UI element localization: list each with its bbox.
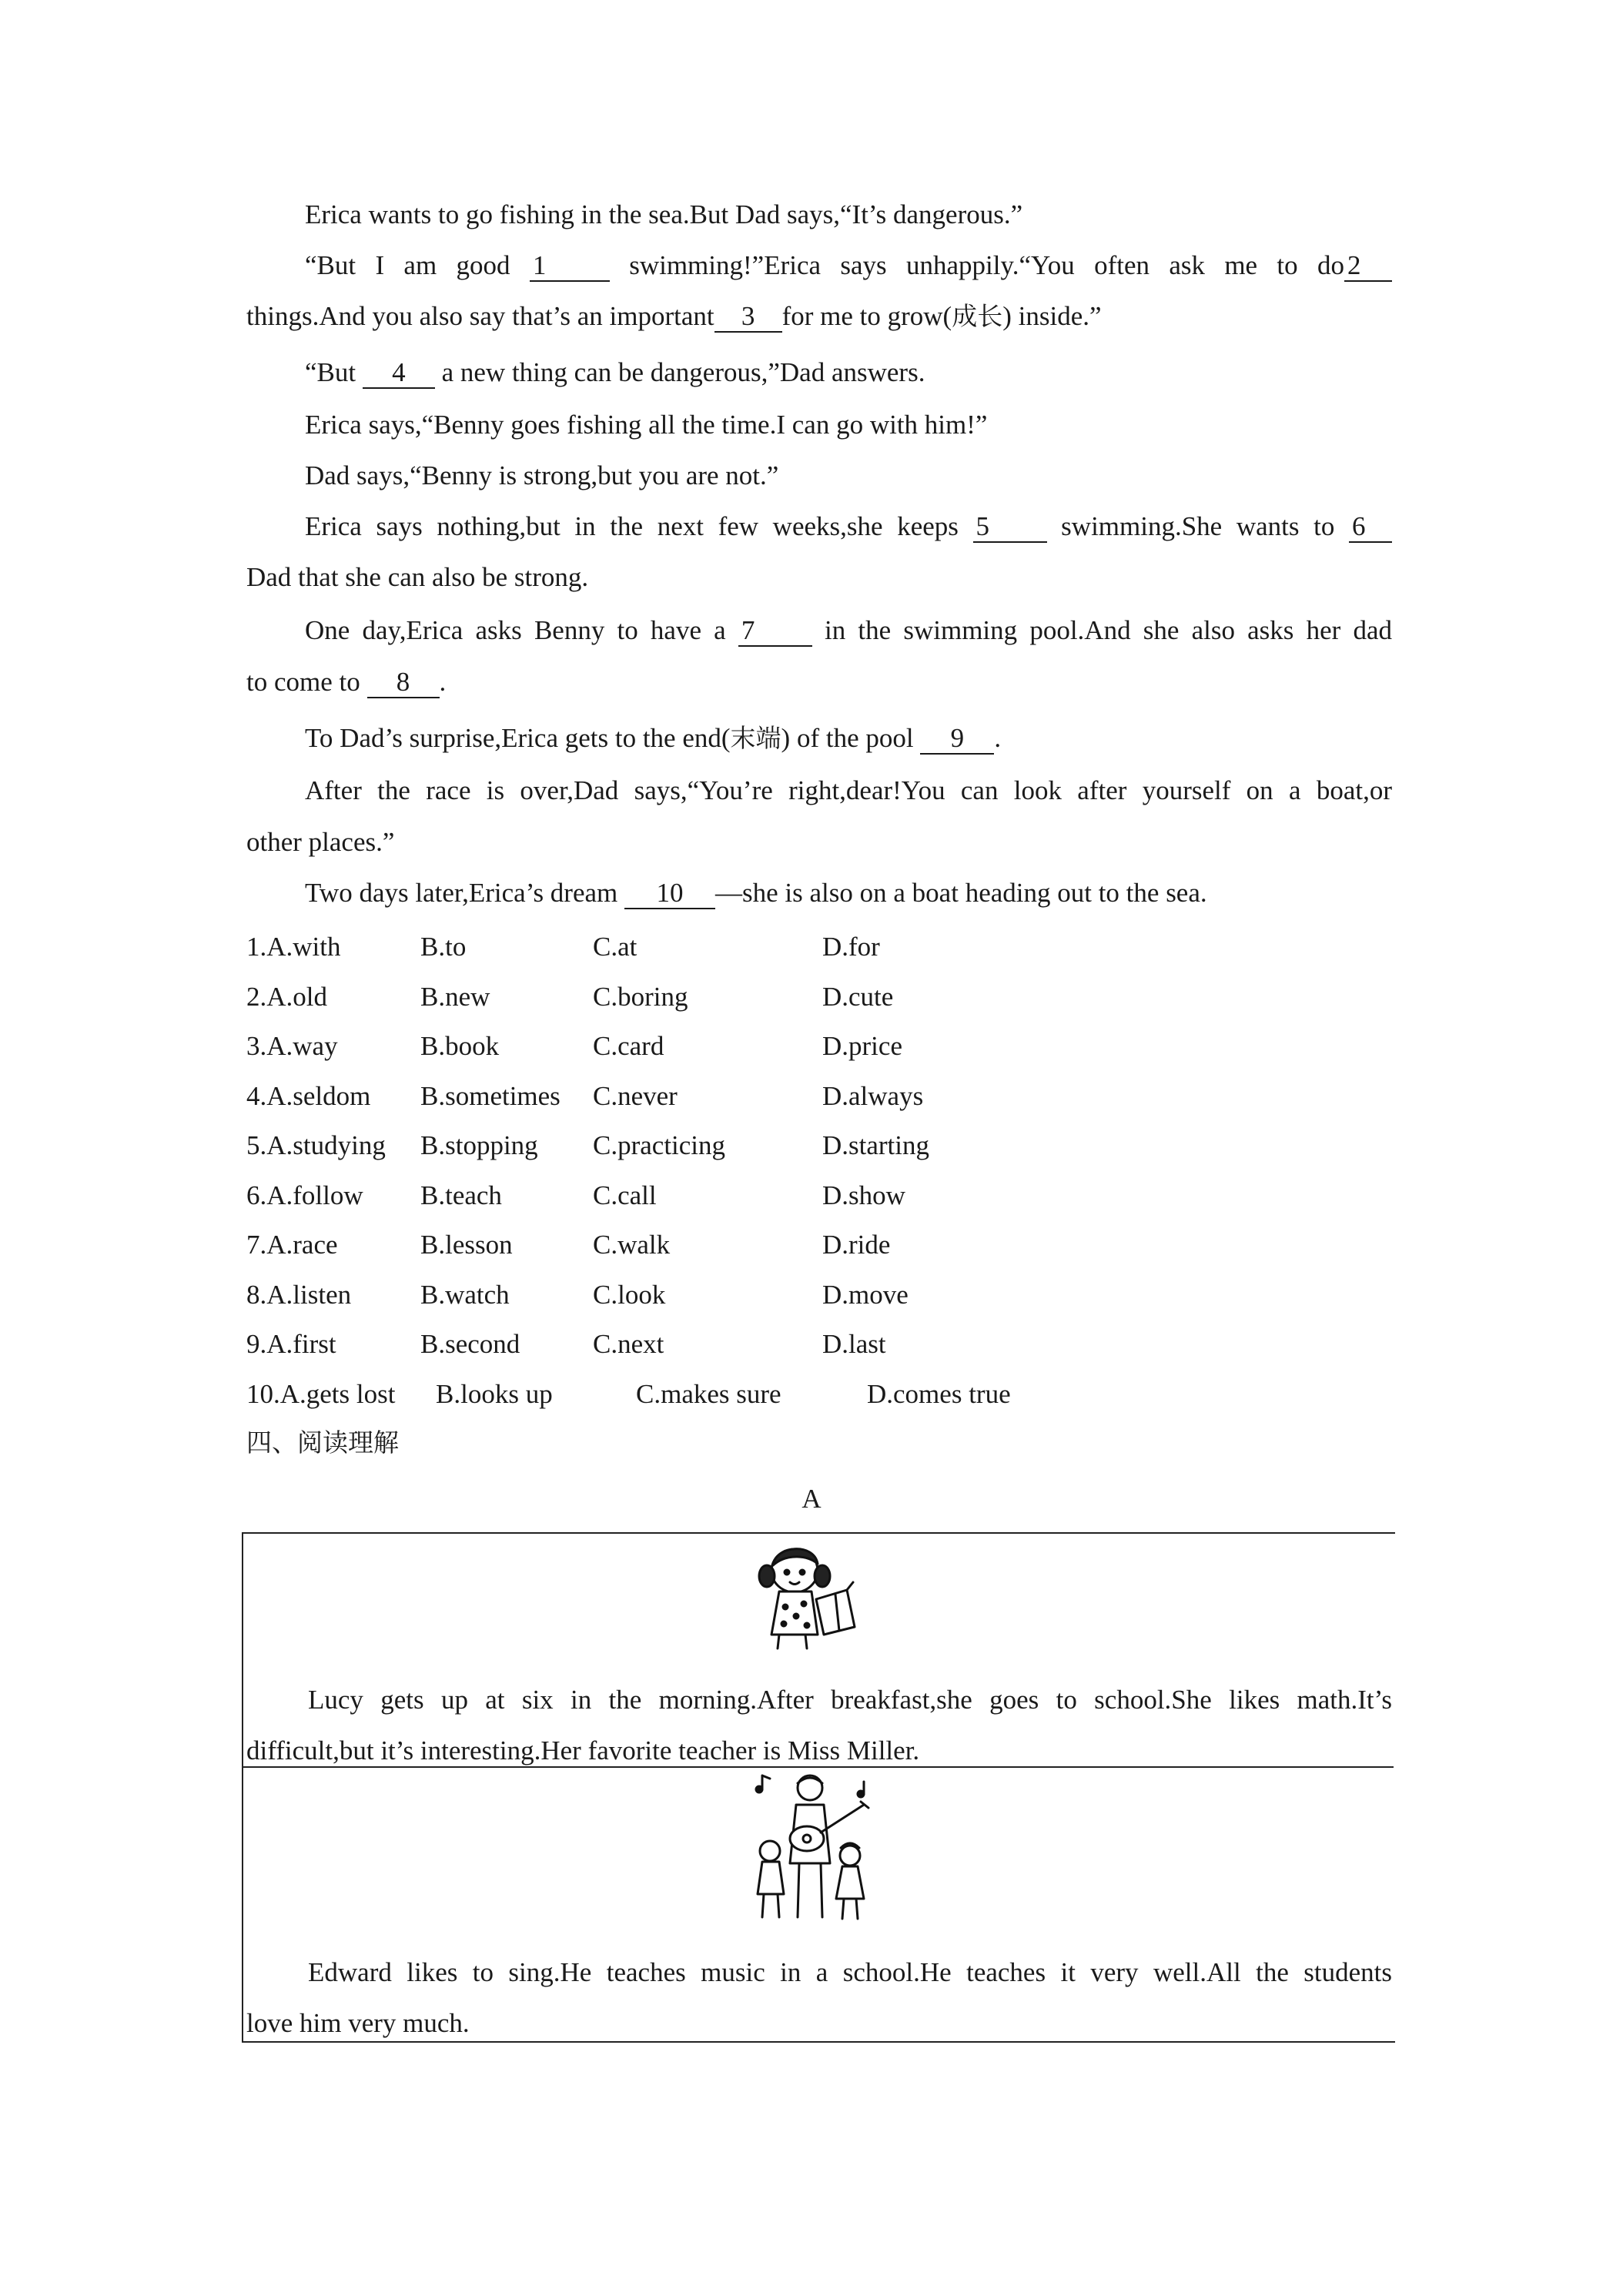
table-text: love him very much. (246, 2008, 470, 2038)
option-4-D[interactable]: D.always (822, 1081, 924, 1111)
option-1-B[interactable]: B.to (420, 932, 467, 962)
option-6-C[interactable]: C.call (593, 1180, 657, 1210)
subsection-title: A (801, 1484, 822, 1514)
option-7-D[interactable]: D.ride (822, 1230, 891, 1260)
table-text: Lucy gets up at six in the morning.After breakfast,she goes to school.She likes math.It’s (308, 1685, 1392, 1715)
option-5-A[interactable]: 5.A.studying (246, 1130, 386, 1160)
passage-text: Erica says,“Benny goes fishing all the time.I can go with him!” (305, 410, 988, 440)
option-2-C[interactable]: C.boring (593, 982, 688, 1012)
passage-paragraph-8 (305, 721, 1392, 755)
table-row-1-line-1 (308, 1683, 1392, 1717)
blank-2[interactable]: 2 (1344, 251, 1392, 282)
passage-text: a new thing can be dangerous,”Dad answers. (434, 357, 925, 387)
option-2-B[interactable]: B.new (420, 982, 490, 1012)
passage-paragraph-6-cont (246, 561, 1392, 594)
passage-text: To Dad’s surprise,Erica gets to the end( (305, 723, 731, 753)
passage-text: other places.” (246, 827, 395, 857)
option-4-B[interactable]: B.sometimes (420, 1081, 561, 1111)
passage-text: . (439, 667, 447, 697)
option-6-A[interactable]: 6.A.follow (246, 1180, 363, 1210)
blank-10[interactable]: 10 (624, 879, 715, 909)
passage-text: “But (305, 357, 363, 387)
girl-reading-illustration (748, 1536, 872, 1652)
option-5-C[interactable]: C.practicing (593, 1130, 726, 1160)
blank-6[interactable]: 6 (1349, 512, 1392, 543)
option-3-D[interactable]: D.price (822, 1031, 902, 1061)
option-9-D[interactable]: D.last (822, 1329, 886, 1359)
option-2-A[interactable]: 2.A.old (246, 982, 327, 1012)
passage-text: One day,Erica asks Benny to have a (305, 615, 738, 645)
option-1-D[interactable]: D.for (822, 932, 880, 962)
option-1-C[interactable]: C.at (593, 932, 637, 962)
passage-text: —she is also on a boat heading out to the sea. (715, 878, 1207, 908)
option-5-B[interactable]: B.stopping (420, 1130, 538, 1160)
passage-paragraph-3 (305, 356, 1392, 390)
passage-text: in the swimming pool.And she also asks her dad (812, 615, 1392, 645)
passage-paragraph-2-cont (246, 300, 1392, 333)
option-3-A[interactable]: 3.A.way (246, 1031, 338, 1061)
passage-paragraph-5 (305, 459, 1392, 493)
option-4-C[interactable]: C.never (593, 1081, 678, 1111)
blank-8[interactable]: 8 (367, 668, 440, 698)
passage-paragraph-1 (305, 198, 1392, 232)
option-7-C[interactable]: C.walk (593, 1230, 671, 1260)
passage-text: for me to grow( (781, 301, 952, 331)
passage-text: “But I am good (305, 250, 530, 280)
blank-7[interactable]: 7 (738, 616, 812, 647)
table-row-2-line-2 (246, 2006, 1392, 2040)
blank-3[interactable]: 3 (714, 302, 782, 333)
table-text: Edward likes to sing.He teaches music in a school.He teaches it very well.All the students (308, 1957, 1392, 1987)
option-3-B[interactable]: B.book (420, 1031, 500, 1061)
option-3-C[interactable]: C.card (593, 1031, 664, 1061)
passage-paragraph-9-cont (246, 825, 1392, 859)
option-8-B[interactable]: B.watch (420, 1280, 510, 1310)
passage-text: Dad says,“Benny is strong,but you are not.” (305, 460, 779, 490)
option-8-C[interactable]: C.look (593, 1280, 666, 1310)
passage-gloss: 成长 (952, 301, 1003, 331)
option-10-D[interactable]: D.comes true (867, 1379, 1011, 1409)
option-9-B[interactable]: B.second (420, 1329, 520, 1359)
option-8-A[interactable]: 8.A.listen (246, 1280, 352, 1310)
option-10-A[interactable]: 10.A.gets lost (246, 1379, 396, 1409)
passage-paragraph-10 (305, 876, 1392, 910)
passage-text: ) of the pool (781, 723, 921, 753)
passage-text: to come to (246, 667, 367, 697)
option-6-B[interactable]: B.teach (420, 1180, 502, 1210)
passage-text: After the race is over,Dad says,“You’re right,dear!You can look after yourself on a boat,or (305, 775, 1392, 805)
passage-text: . (994, 723, 1002, 753)
option-9-C[interactable]: C.next (593, 1329, 664, 1359)
passage-gloss: 末端 (730, 723, 781, 753)
passage-paragraph-7 (305, 614, 1392, 648)
table-text: difficult,but it’s interesting.Her favorite teacher is Miss Miller. (246, 1735, 920, 1766)
passage-text: Erica wants to go fishing in the sea.But Dad says,“It’s dangerous.” (305, 199, 1023, 229)
option-7-B[interactable]: B.lesson (420, 1230, 513, 1260)
passage-text: Two days later,Erica’s dream (305, 878, 625, 908)
passage-paragraph-6 (305, 510, 1392, 544)
passage-text: things.And you also say that’s an important (246, 301, 714, 331)
table-row-1-line-2 (246, 1734, 1392, 1768)
option-8-D[interactable]: D.move (822, 1280, 909, 1310)
passage-paragraph-9 (305, 774, 1392, 808)
table-row-2-line-1 (308, 1956, 1392, 1990)
passage-paragraph-7-cont (246, 665, 1392, 699)
passage-text: ) inside.” (1002, 301, 1102, 331)
blank-4[interactable]: 4 (363, 358, 435, 389)
option-10-C[interactable]: C.makes sure (636, 1379, 781, 1409)
option-1-A[interactable]: 1.A.with (246, 932, 341, 962)
teacher-guitar-illustration (741, 1771, 879, 1925)
passage-text: swimming.She wants to (1046, 511, 1349, 541)
blank-9[interactable]: 9 (920, 724, 994, 755)
option-6-D[interactable]: D.show (822, 1180, 905, 1210)
option-7-A[interactable]: 7.A.race (246, 1230, 338, 1260)
option-10-B[interactable]: B.looks up (436, 1379, 553, 1409)
blank-5[interactable]: 5 (973, 512, 1047, 543)
passage-text: swimming!”Erica says unhappily.“You often ask me to do (609, 250, 1344, 280)
section-title: 四、阅读理解 (246, 1427, 399, 1458)
option-4-A[interactable]: 4.A.seldom (246, 1081, 371, 1111)
blank-1[interactable]: 1 (530, 251, 610, 282)
passage-text: Dad that she can also be strong. (246, 562, 589, 592)
passage-text: Erica says nothing,but in the next few weeks,she keeps (305, 511, 973, 541)
option-9-A[interactable]: 9.A.first (246, 1329, 336, 1359)
option-2-D[interactable]: D.cute (822, 982, 894, 1012)
option-5-D[interactable]: D.starting (822, 1130, 930, 1160)
passage-paragraph-4 (305, 408, 1392, 442)
passage-paragraph-2 (305, 249, 1392, 283)
